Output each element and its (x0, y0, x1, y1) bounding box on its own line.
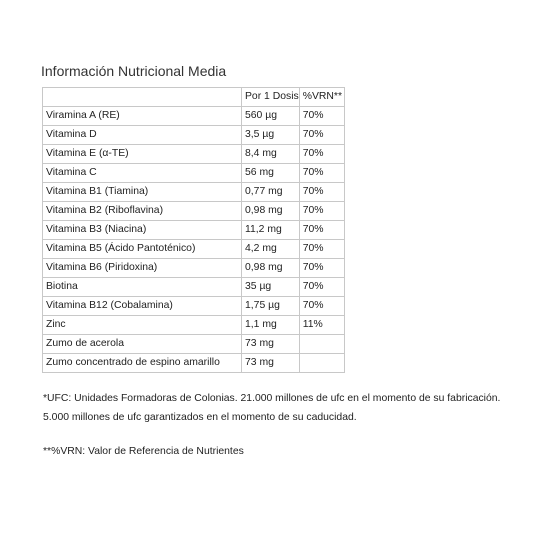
dose-value: 35 µg (242, 278, 300, 297)
table-row (43, 183, 345, 202)
table-row (43, 278, 345, 297)
nutrient-name: Vitamina B6 (Piridoxina) (43, 259, 242, 278)
nutrient-name: Vitamina B1 (Tiamina) (43, 183, 242, 202)
dose-value: 1,75 µg (242, 297, 300, 316)
table-row (43, 316, 345, 335)
nutrient-name: Zumo concentrado de espino amarillo (43, 354, 242, 373)
vrn-value (299, 354, 344, 373)
dose-value: 3,5 µg (242, 126, 300, 145)
vrn-value: 70% (299, 259, 344, 278)
vrn-value: 70% (299, 240, 344, 259)
dose-value: 8,4 mg (242, 145, 300, 164)
vrn-value: 70% (299, 183, 344, 202)
dose-value: 11,2 mg (242, 221, 300, 240)
dose-value: 560 µg (242, 107, 300, 126)
table-row (43, 107, 345, 126)
vrn-value: 70% (299, 107, 344, 126)
table-row (43, 126, 345, 145)
vrn-value (299, 335, 344, 354)
vrn-value: 70% (299, 221, 344, 240)
table-row (43, 221, 345, 240)
nutrient-name: Biotina (43, 278, 242, 297)
dose-value: 56 mg (242, 164, 300, 183)
dose-value: 0,77 mg (242, 183, 300, 202)
table-row (43, 202, 345, 221)
table-row (43, 335, 345, 354)
vrn-value: 70% (299, 145, 344, 164)
table-header-row (43, 88, 345, 107)
nutrient-name: Vitamina D (43, 126, 242, 145)
vrn-value: 70% (299, 297, 344, 316)
nutrient-name: Vitamina E (α-TE) (43, 145, 242, 164)
dose-value: 73 mg (242, 354, 300, 373)
nutrient-name: Vitamina B3 (Niacina) (43, 221, 242, 240)
table-row (43, 354, 345, 373)
dose-value: 73 mg (242, 335, 300, 354)
dose-value: 1,1 mg (242, 316, 300, 335)
nutrient-name: Zinc (43, 316, 242, 335)
vrn-value: 70% (299, 202, 344, 221)
header-cell-dose: Por 1 Dosis (242, 88, 300, 107)
dose-value: 0,98 mg (242, 259, 300, 278)
nutrient-name: Vitamina B2 (Riboflavina) (43, 202, 242, 221)
table-row (43, 145, 345, 164)
vrn-value: 70% (299, 126, 344, 145)
table-row (43, 297, 345, 316)
vrn-value: 70% (299, 164, 344, 183)
table-row (43, 259, 345, 278)
dose-value: 0,98 mg (242, 202, 300, 221)
nutrient-name: Vitamina B5 (Ácido Pantoténico) (43, 240, 242, 259)
table-row (43, 240, 345, 259)
header-cell-vrn: %VRN** (299, 88, 344, 107)
nutrient-name: Vitamina C (43, 164, 242, 183)
footnote-vrn: **%VRN: Valor de Referencia de Nutrientes (43, 446, 244, 457)
page-title: Información Nutricional Media (41, 63, 227, 79)
nutrient-name: Viramina A (RE) (43, 107, 242, 126)
header-cell-nutrient (43, 88, 242, 107)
footnote-ufc: *UFC: Unidades Formadoras de Colonias. 21.000 millones de ufc en el momento de su fabricación. 5.000 millones de ufc garantizados en el momento de su caducidad. (43, 393, 501, 423)
nutrient-name: Vitamina B12 (Cobalamina) (43, 297, 242, 316)
table-row (43, 164, 345, 183)
dose-value: 4,2 mg (242, 240, 300, 259)
vrn-value: 70% (299, 278, 344, 297)
nutrient-name: Zumo de acerola (43, 335, 242, 354)
nutrition-table (42, 87, 345, 373)
vrn-value: 11% (299, 316, 344, 335)
